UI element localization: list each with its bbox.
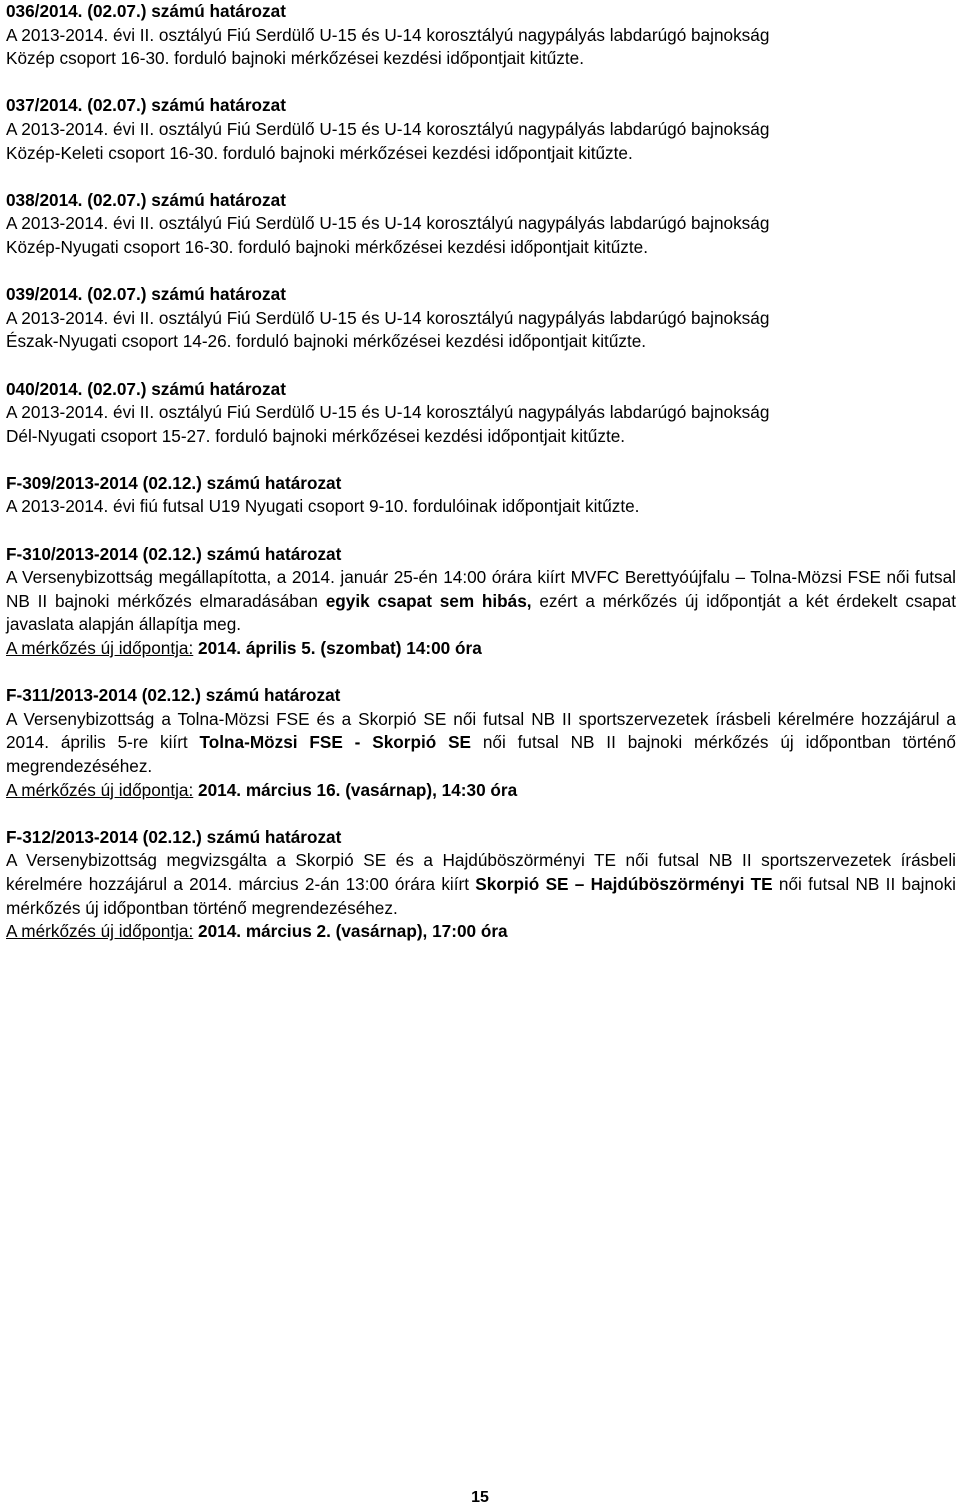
resolution-text-line: A 2013-2014. évi II. osztályú Fiú Serdülő U-15 és U-14 korosztályú nagypályás labdarúgó bajnokság (6, 307, 770, 328)
paragraph-text: A Versenybizottság megállapította, a 2014. január 25-én 14:00 órára kiírt MVFC Berettyóújfalu – Tolna-Mözsi FSE női futsal NB II bajnoki mérkőzés elmaradásában (6, 567, 956, 611)
new-date-line (6, 637, 956, 661)
resolution-text-line: Közép-Keleti csoport 16-30. forduló bajnoki mérkőzései kezdési időpontjait kitűzte. (6, 142, 633, 163)
resolution-040 (6, 378, 956, 449)
resolution-title: F-312/2013-2014 (02.12.) számú határozat (6, 826, 342, 847)
resolution-title: F-309/2013-2014 (02.12.) számú határozat (6, 472, 342, 493)
new-date-value: 2014. április 5. (szombat) 14:00 óra (193, 638, 482, 659)
resolution-036 (6, 0, 956, 71)
resolution-title: F-311/2013-2014 (02.12.) számú határozat (6, 685, 341, 706)
resolution-038 (6, 189, 956, 260)
resolution-f310 (6, 543, 956, 661)
resolution-text-line: A 2013-2014. évi II. osztályú Fiú Serdülő U-15 és U-14 korosztályú nagypályás labdarúgó bajnokság (6, 402, 770, 423)
paragraph-text: női futsal NB II bajnoki mérkőzés új időpontban történő megrendezéséhez. (6, 873, 956, 918)
resolution-paragraph (6, 708, 956, 779)
paragraph-bold-text: egyik csapat sem hibás, (325, 590, 532, 611)
new-date-label: A mérkőzés új időpontja: (6, 638, 194, 659)
resolution-title: 038/2014. (02.07.) számú határozat (6, 189, 286, 210)
paragraph-bold-text: Skorpió SE – Hajdúböszörményi TE (475, 873, 773, 894)
new-date-line (6, 779, 956, 803)
resolution-title: 040/2014. (02.07.) számú határozat (6, 378, 286, 399)
resolution-037 (6, 94, 956, 165)
resolution-text: A 2013-2014. évi fiú futsal U19 Nyugati csoport 9-10. fordulóinak időpontjait kitűzte. (6, 496, 640, 517)
resolution-text-line: Közép-Nyugati csoport 16-30. forduló bajnoki mérkőzései kezdési időpontjait kitűzte. (6, 236, 649, 257)
resolution-text-line: Dél-Nyugati csoport 15-27. forduló bajnoki mérkőzései kezdési időpontjait kitűzte. (6, 425, 626, 446)
paragraph-text: A Versenybizottság megvizsgálta a Skorpió SE és a Hajdúböszörményi TE női futsal NB II sportszervezetek írásbeli kérelmére hozzájárul a 2014. március 2-án 13:00 órára kiírt (6, 850, 956, 894)
resolution-text-line: Észak-Nyugati csoport 14-26. forduló bajnoki mérkőzései kezdési időpontjait kitűzte. (6, 331, 647, 352)
resolution-f309 (6, 472, 956, 519)
resolution-f312 (6, 826, 956, 944)
paragraph-text: női futsal NB II bajnoki mérkőzés új időpontban történő megrendezéséhez. (6, 732, 956, 776)
resolution-paragraph (6, 849, 956, 920)
new-date-value: 2014. március 16. (vasárnap), 14:30 óra (193, 779, 518, 800)
document-body (6, 0, 956, 967)
resolution-title: 039/2014. (02.07.) számú határozat (6, 284, 286, 305)
new-date-label: A mérkőzés új időpontja: (6, 921, 194, 942)
resolution-title: 037/2014. (02.07.) számú határozat (6, 95, 286, 116)
resolution-text-line: Közép csoport 16-30. forduló bajnoki mérkőzései kezdési időpontjait kitűzte. (6, 48, 585, 69)
paragraph-text: A Versenybizottság a Tolna-Mözsi FSE és a Skorpió SE női futsal NB II sportszervezetek írásbeli kérelmére hozzájárul a 2014. április 5-re kiírt (6, 708, 956, 753)
new-date-value: 2014. március 2. (vasárnap), 17:00 óra (193, 921, 508, 942)
paragraph-bold-text: Tolna-Mözsi FSE - Skorpió SE (199, 732, 472, 753)
resolution-text-line: A 2013-2014. évi II. osztályú Fiú Serdülő U-15 és U-14 korosztályú nagypályás labdarúgó bajnokság (6, 118, 770, 139)
resolution-title: 036/2014. (02.07.) számú határozat (6, 1, 286, 21)
resolution-paragraph (6, 566, 956, 637)
resolution-039 (6, 283, 956, 354)
new-date-label: A mérkőzés új időpontja: (6, 779, 194, 800)
resolution-f311 (6, 684, 956, 802)
new-date-line (6, 920, 956, 944)
resolution-text-line: A 2013-2014. évi II. osztályú Fiú Serdülő U-15 és U-14 korosztályú nagypályás labdarúgó bajnokság (6, 213, 770, 234)
page-number: 15 (471, 1489, 489, 1506)
resolution-title: F-310/2013-2014 (02.12.) számú határozat (6, 543, 342, 564)
paragraph-text: ezért a mérkőzés új időpontját a két érdekelt csapat javaslata alapján állapítja meg. (6, 590, 956, 635)
resolution-text-line: A 2013-2014. évi II. osztályú Fiú Serdülő U-15 és U-14 korosztályú nagypályás labdarúgó bajnokság (6, 24, 770, 45)
